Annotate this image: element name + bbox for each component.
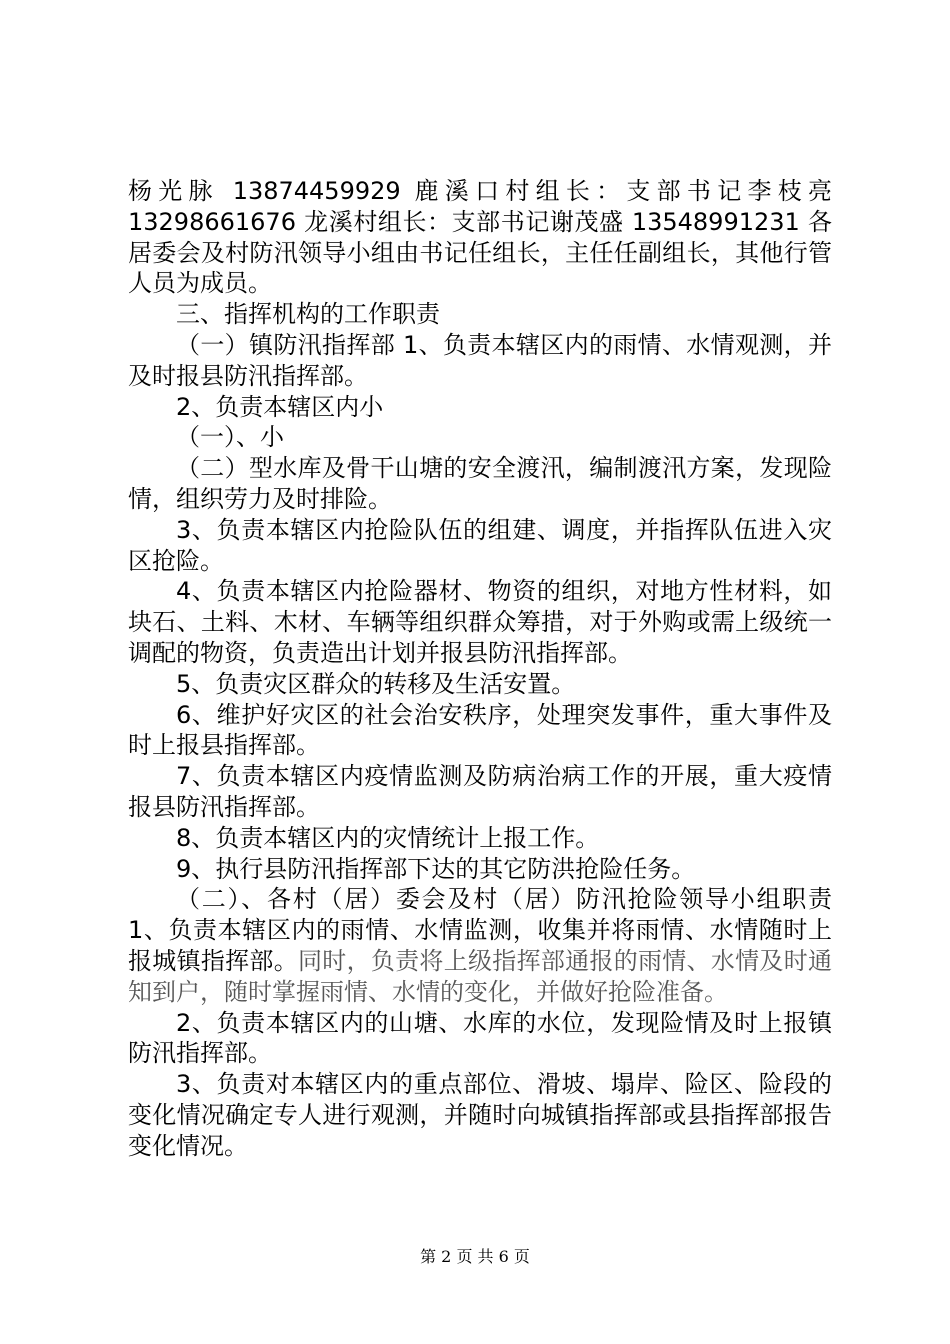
paragraph-contacts: 杨光脉 13874459929 鹿溪口村组长：支部书记李枝亮 13298661676 龙溪村组长：支部书记谢茂盛 13548991231 各居委会及村防汛领导小组由书记任组长，主任任副组长，其他行管人员为成员。 <box>128 177 832 298</box>
paragraph-village-duty-1-light: 同时，负责将上级指挥部通报的雨情、水情及时通知到户，随时掌握雨情、水情的变化，并做好抢险准备。 <box>128 946 832 1006</box>
body-text <box>128 176 832 1162</box>
paragraph-village-duty-3: 3、负责对本辖区内的重点部位、滑坡、塌岸、险区、险段的变化情况确定专人进行观测，并随时向城镇指挥部或县指挥部报告变化情况。 <box>128 1070 832 1160</box>
paragraph-town-duty-5: 5、负责灾区群众的转移及生活安置。 <box>176 669 576 698</box>
page-footer: 第 2 页 共 6 页 <box>420 1247 530 1266</box>
paragraph-town-duty-2a: 2、负责本辖区内小 <box>176 392 384 421</box>
section-heading-3: 三、指挥机构的工作职责 <box>176 300 440 329</box>
paragraph-town-duty-6: 6、维护好灾区的社会治安秩序，处理突发事件，重大事件及时上报县指挥部。 <box>128 700 832 760</box>
paragraph-town-duty-3: 3、负责本辖区内抢险队伍的组建、调度，并指挥队伍进入灾区抢险。 <box>128 515 832 575</box>
paragraph-town-duty-1: （一）镇防汛指挥部 1、负责本辖区内的雨情、水情观测，并及时报县防汛指挥部。 <box>128 330 832 390</box>
paragraph-village-duty-1 <box>128 884 832 1007</box>
paragraph-town-duty-2c: （二）型水库及骨干山塘的安全渡汛，编制渡汛方案，发现险情，组织劳力及时排险。 <box>128 454 832 513</box>
paragraph-town-duty-4: 4、负责本辖区内抢险器材、物资的组织，对地方性材料，如块石、土料、木材、车辆等组织群众筹措，对于外购或需上级统一调配的物资，负责造出计划并报县防汛指挥部。 <box>128 577 832 667</box>
paragraph-town-duty-7: 7、负责本辖区内疫情监测及防病治病工作的开展，重大疫情报县防汛指挥部。 <box>128 762 832 821</box>
paragraph-town-duty-9: 9、执行县防汛指挥部下达的其它防洪抢险任务。 <box>176 854 696 883</box>
paragraph-village-duty-2: 2、负责本辖区内的山塘、水库的水位，发现险情及时上报镇防汛指挥部。 <box>128 1008 832 1068</box>
paragraph-village-duty-1-main: （二）、各村（居）委会及村（居）防汛抢险领导小组职责 1、负责本辖区内的雨情、水情监测，收集并将雨情、水情随时上报城镇指挥部。 <box>128 885 832 975</box>
paragraph-town-duty-2b: （一）、小 <box>176 423 284 452</box>
paragraph-town-duty-8: 8、负责本辖区内的灾情统计上报工作。 <box>176 823 600 852</box>
